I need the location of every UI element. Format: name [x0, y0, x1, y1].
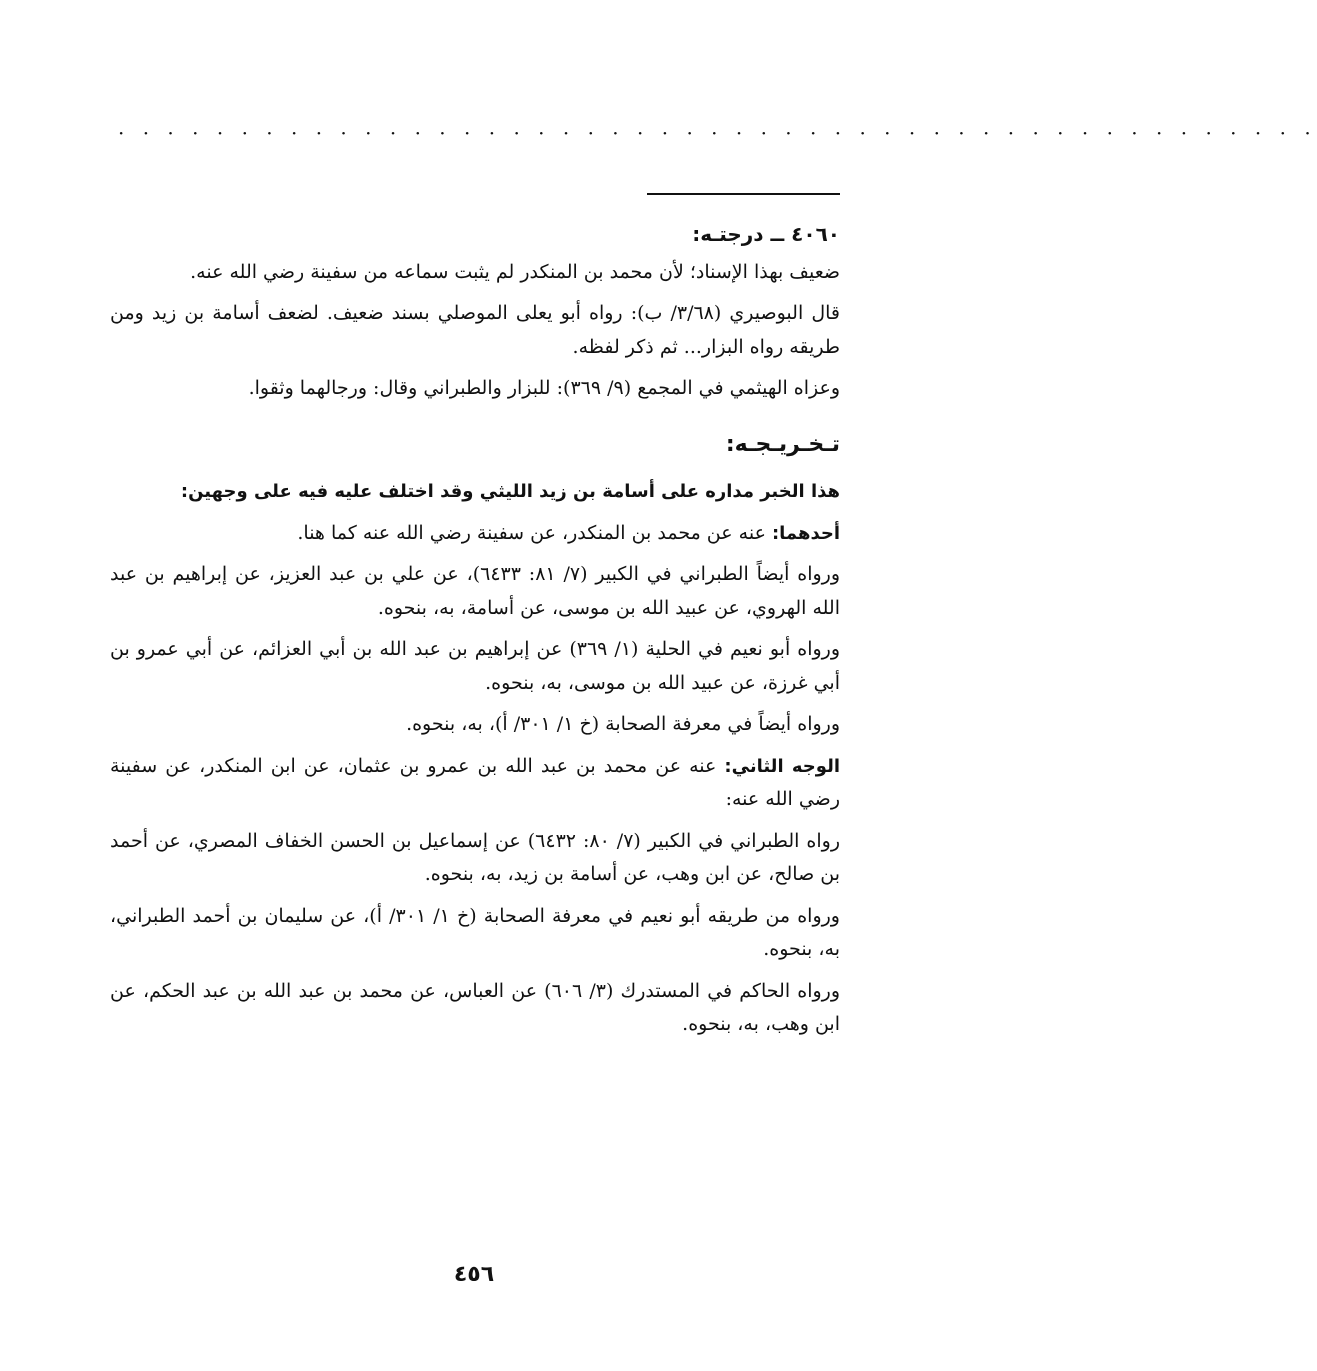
grade-paragraph-1: ضعيف بهذا الإسناد؛ لأن محمد بن المنكدر لم يثبت سماعه من سفينة رضي الله عنه.: [190, 260, 840, 283]
grade-heading: ٤٠٦٠ ــ درجتـه:: [692, 222, 840, 246]
wajh1-paragraph-4: ورواه أيضاً في معرفة الصحابة (خ ١/ ٣٠١/ أ)، به، بنحوه.: [406, 713, 840, 735]
dotted-separator: · · · · · · · · · · · · · · · · · · · · · · · · · · · · · · · · · · · · · · · · · · · · · · · · ·: [118, 121, 1317, 145]
wajh2-lead: الوجه الثاني:: [724, 755, 840, 777]
wajh2-paragraph-2: رواه الطبراني في الكبير (٧/ ٨٠: ٦٤٣٢) عن إسماعيل بن الحسن الخفاف المصري، عن أحمد بن صالح، عن ابن وهب، عن أسامة بن زيد، به، بنحوه.: [110, 829, 841, 885]
takhrij-heading: تـخـريـجـه:: [725, 431, 840, 457]
page-body: [110, 218, 840, 1050]
wajh1-paragraph: [110, 517, 840, 551]
wajh1-paragraph-3: ورواه أبو نعيم في الحلية (١/ ٣٦٩) عن إبراهيم بن عبد الله بن أبي العزائم، عن أبي عمرو بن أبي غرزة، عن عبيد الله بن موسى، به، بنحوه.: [110, 638, 841, 694]
wajh1-lead: أحدهما:: [771, 522, 840, 544]
wajh2-paragraph-4: ورواه الحاكم في المستدرك (٣/ ٦٠٦) عن العباس، عن محمد بن عبد الله بن عبد الحكم، عن ابن وهب، به، بنحوه.: [110, 979, 840, 1035]
wajh2-text: عنه عن محمد بن عبد الله بن عمرو بن عثمان، عن ابن المنكدر، عن سفينة رضي الله عنه:: [110, 754, 840, 810]
wajh2-paragraph: [110, 750, 840, 817]
wajh1-text: عنه عن محمد بن المنكدر، عن سفينة رضي الله عنه كما هنا.: [297, 521, 772, 544]
page-number: ٤٥٦: [453, 1262, 495, 1287]
section-rule: [647, 193, 840, 195]
takhrij-intro: هذا الخبر مداره على أسامة بن زيد الليثي وقد اختلف عليه فيه على وجهين:: [180, 481, 840, 502]
grade-paragraph-2: قال البوصيري (٣/٦٨/ ب): رواه أبو يعلى الموصلي بسند ضعيف. لضعف أسامة بن زيد ومن طريقه رواه البزار... ثم ذكر لفظه.: [110, 302, 840, 358]
wajh2-paragraph-3: ورواه من طريقه أبو نعيم في معرفة الصحابة (خ ١/ ٣٠١/ أ)، عن سليمان بن أحمد الطبراني، به، بنحوه.: [110, 904, 840, 960]
grade-paragraph-3: وعزاه الهيثمي في المجمع (٩/ ٣٦٩): للبزار والطبراني وقال: ورجالهما وثقوا.: [248, 377, 840, 399]
wajh1-paragraph-2: ورواه أيضاً الطبراني في الكبير (٧/ ٨١: ٦٤٣٣)، عن علي بن عبد العزيز، عن إبراهيم بن عبد الله الهروي، عن عبيد الله بن موسى، عن أسامة، به، بنحوه.: [110, 563, 841, 619]
